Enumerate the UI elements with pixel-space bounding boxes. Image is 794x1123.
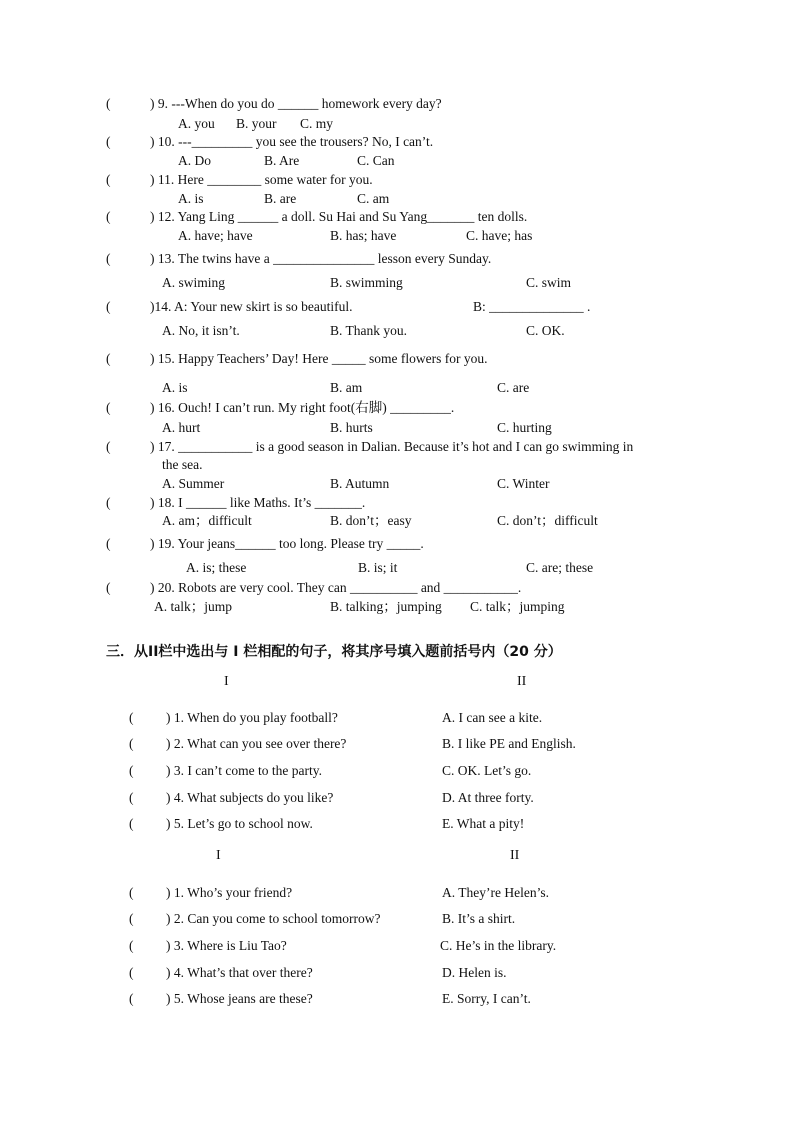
match-right-1-3: C. OK. Let’s go. [442, 763, 532, 778]
option-17-c: C. Winter [497, 476, 550, 491]
answer-bracket-open: ( [129, 710, 134, 725]
answer-bracket-open: ( [129, 763, 134, 778]
column-II-heading: II [510, 848, 520, 863]
match-left-2-1: ) 1. Who’s your friend? [166, 885, 293, 900]
answer-bracket-open: ( [106, 96, 111, 111]
option-9-c: C. my [300, 116, 334, 131]
option-16-b: B. hurts [330, 420, 373, 435]
match-left-2-2: ) 2. Can you come to school tomorrow? [166, 911, 381, 926]
answer-bracket-open: ( [106, 351, 111, 366]
option-10-c: C. Can [357, 153, 395, 168]
answer-bracket-open: ( [129, 938, 134, 953]
question-14-response: B: ______________ . [473, 299, 591, 314]
option-11-a: A. is [178, 191, 204, 206]
question-12: ) 12. Yang Ling ______ a doll. Su Hai and Su Yang_______ ten dolls. [150, 209, 528, 224]
answer-bracket-open: ( [129, 790, 134, 805]
answer-bracket-open: ( [106, 580, 111, 595]
question-17-continuation: the sea. [162, 457, 203, 472]
question-10: ) 10. ---_________ you see the trousers? No, I can’t. [150, 134, 434, 149]
option-13-c: C. swim [526, 275, 572, 290]
match-right-2-1: A. They’re Helen’s. [442, 885, 549, 900]
answer-bracket-open: ( [106, 495, 111, 510]
match-left-1-3: ) 3. I can’t come to the party. [166, 763, 322, 778]
option-19-b: B. is; it [358, 560, 398, 575]
option-14-a: A. No, it isn’t. [162, 323, 240, 338]
answer-bracket-open: ( [106, 209, 111, 224]
option-10-a: A. Do [178, 153, 211, 168]
question-19: ) 19. Your jeans______ too long. Please try _____. [150, 536, 424, 551]
option-14-b: B. Thank you. [330, 323, 407, 338]
option-18-b: B. don’t；easy [330, 513, 412, 528]
option-19-c: C. are; these [526, 560, 594, 575]
question-9: ) 9. ---When do you do ______ homework every day? [150, 96, 442, 111]
answer-bracket-open: ( [129, 736, 134, 751]
match-left-1-2: ) 2. What can you see over there? [166, 736, 347, 751]
match-left-2-3: ) 3. Where is Liu Tao? [166, 938, 287, 953]
match-left-1-1: ) 1. When do you play football? [166, 710, 338, 725]
option-12-c: C. have; has [466, 228, 533, 243]
option-11-b: B. are [264, 191, 297, 206]
option-15-c: C. are [497, 380, 530, 395]
column-I-heading: I [216, 848, 221, 863]
question-18: ) 18. I ______ like Maths. It’s _______. [150, 495, 366, 510]
match-right-2-5: E. Sorry, I can’t. [442, 991, 531, 1006]
option-17-a: A. Summer [162, 476, 225, 491]
option-20-c: C. talk；jumping [470, 599, 565, 614]
match-left-2-4: ) 4. What’s that over there? [166, 965, 313, 980]
section-3-heading: 三．从II栏中选出与 I 栏相配的句子，将其序号填入题前括号内（20 分） [106, 644, 562, 660]
match-right-1-4: D. At three forty. [442, 790, 534, 805]
option-14-c: C. OK. [526, 323, 565, 338]
question-15: ) 15. Happy Teachers’ Day! Here _____ some flowers for you. [150, 351, 488, 366]
answer-bracket-open: ( [106, 251, 111, 266]
match-left-1-4: ) 4. What subjects do you like? [166, 790, 334, 805]
option-15-b: B. am [330, 380, 363, 395]
match-right-1-2: B. I like PE and English. [442, 736, 576, 751]
answer-bracket-open: ( [106, 299, 111, 314]
question-17: ) 17. ___________ is a good season in Dalian. Because it’s hot and I can go swimming in [150, 439, 634, 454]
answer-bracket-open: ( [129, 885, 134, 900]
answer-bracket-open: ( [106, 536, 111, 551]
option-11-c: C. am [357, 191, 390, 206]
question-11: ) 11. Here ________ some water for you. [150, 172, 373, 187]
option-13-a: A. swiming [162, 275, 226, 290]
question-16: ) 16. Ouch! I can’t run. My right foot(右脚) _________. [150, 400, 455, 415]
option-9-b: B. your [236, 116, 277, 131]
match-left-2-5: ) 5. Whose jeans are these? [166, 991, 313, 1006]
match-right-2-2: B. It’s a shirt. [442, 911, 516, 926]
option-18-c: C. don’t；difficult [497, 513, 598, 528]
match-right-2-4: D. Helen is. [442, 965, 507, 980]
option-17-b: B. Autumn [330, 476, 390, 491]
answer-bracket-open: ( [106, 172, 111, 187]
option-12-b: B. has; have [330, 228, 397, 243]
answer-bracket-open: ( [129, 911, 134, 926]
match-right-1-1: A. I can see a kite. [442, 710, 543, 725]
option-19-a: A. is; these [186, 560, 247, 575]
question-20: ) 20. Robots are very cool. They can __________ and ___________. [150, 580, 522, 595]
answer-bracket-open: ( [129, 965, 134, 980]
column-II-heading: II [517, 674, 527, 689]
match-left-1-5: ) 5. Let’s go to school now. [166, 816, 313, 831]
column-I-heading: I [224, 674, 229, 689]
option-20-b: B. talking；jumping [330, 599, 442, 614]
option-13-b: B. swimming [330, 275, 403, 290]
option-18-a: A. am；difficult [162, 513, 252, 528]
answer-bracket-open: ( [106, 439, 111, 454]
option-12-a: A. have; have [178, 228, 253, 243]
option-10-b: B. Are [264, 153, 300, 168]
option-16-c: C. hurting [497, 420, 552, 435]
answer-bracket-open: ( [129, 816, 134, 831]
option-9-a: A. you [178, 116, 215, 131]
option-16-a: A. hurt [162, 420, 201, 435]
question-14: )14. A: Your new skirt is so beautiful. [150, 299, 353, 314]
match-right-1-5: E. What a pity! [442, 816, 525, 831]
question-13: ) 13. The twins have a _______________ lesson every Sunday. [150, 251, 492, 266]
answer-bracket-open: ( [129, 991, 134, 1006]
match-right-2-3: C. He’s in the library. [440, 938, 557, 953]
answer-bracket-open: ( [106, 134, 111, 149]
option-15-a: A. is [162, 380, 188, 395]
answer-bracket-open: ( [106, 400, 111, 415]
option-20-a: A. talk；jump [154, 599, 232, 614]
